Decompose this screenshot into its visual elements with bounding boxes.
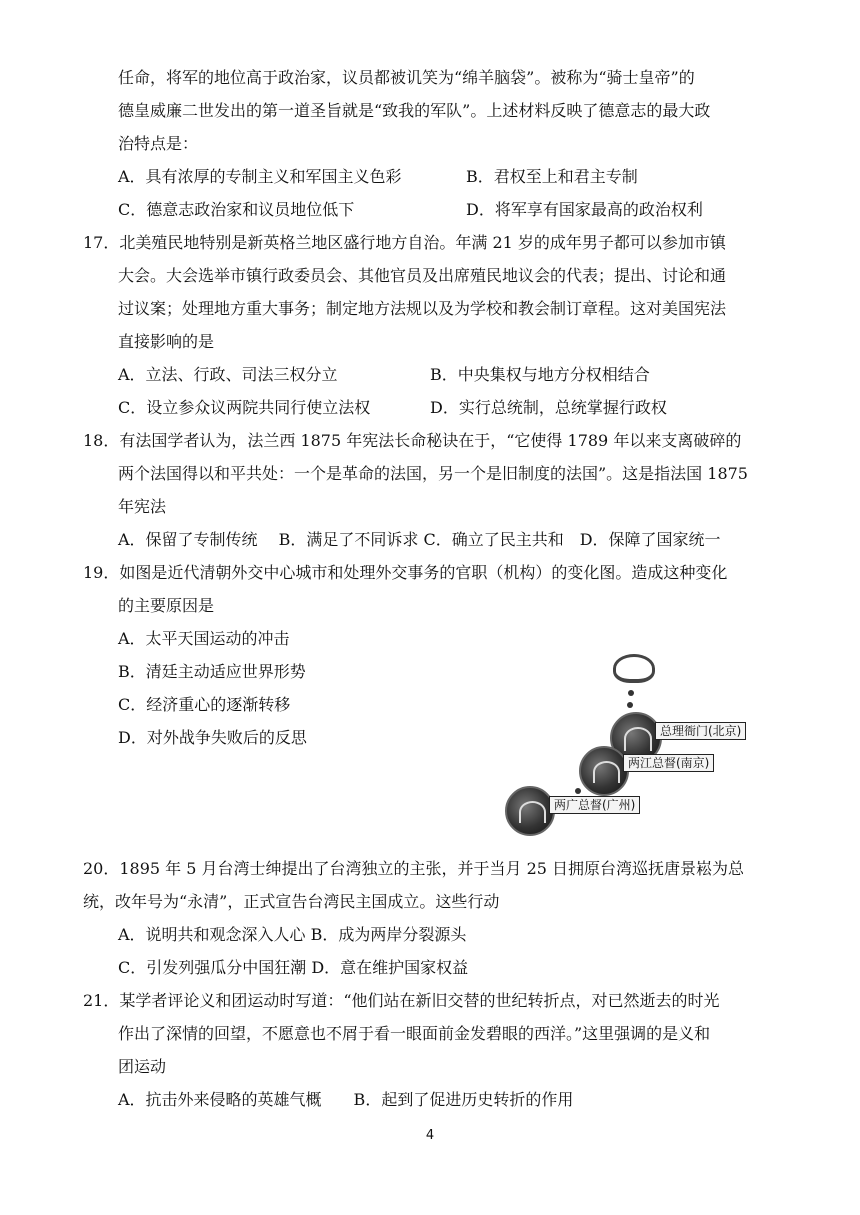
q17-option-a: A．立法、行政、司法三权分立: [118, 365, 338, 384]
label-zongli-yamen: 总理衙门(北京): [655, 722, 746, 740]
q18-stem-line-3: 年宪法: [118, 497, 167, 516]
q16-option-d: D．将军享有国家最高的政治权利: [466, 200, 703, 219]
q21-stem-line-1: 21．某学者评论义和团运动时写道：“他们站在新旧交替的世纪转折点，对已然逝去的时光: [83, 991, 720, 1010]
q17-stem-line-2: 大会。大会选举市镇行政委员会、其他官员及出席殖民地议会的代表；提出、讨论和通: [118, 266, 727, 285]
connector-dot: [628, 690, 634, 696]
q18-stem-line-2: 两个法国得以和平共处：一个是革命的法国，另一个是旧制度的法国”。这是指法国 1875: [118, 464, 748, 483]
q19-stem-line-2: 的主要原因是: [118, 596, 215, 615]
q17-option-b: B．中央集权与地方分权相结合: [430, 365, 650, 384]
q21-stem-line-2: 作出了深情的回望，不愿意也不屑于看一眼面前金发碧眼的西洋。”这里强调的是义和: [118, 1024, 711, 1043]
label-liangguang-governor: 两广总督(广州): [549, 796, 640, 814]
q19-stem-line-1: 19．如图是近代清朝外交中心城市和处理外交事务的官职（机构）的变化图。造成这种变化: [83, 563, 728, 582]
q16-option-c: C．德意志政治家和议员地位低下: [118, 200, 355, 219]
q20-options-cd: C．引发列强瓜分中国狂潮 D．意在维护国家权益: [118, 958, 469, 977]
q16-option-b: B．君权至上和君主专制: [466, 167, 638, 186]
q17-stem-line-3: 过议案；处理地方重大事务；制定地方法规以及为学校和教会制订章程。这对美国宪法: [118, 299, 727, 318]
q18-stem-line-1: 18．有法国学者认为，法兰西 1875 年宪法长命秘诀在于，“它使得 1789 年以来支离破碎的: [83, 431, 742, 450]
diplomacy-change-diagram: [495, 650, 785, 845]
building-icon: [579, 746, 629, 796]
page-number: 4: [425, 1128, 435, 1143]
q17-option-c: C．设立参众议两院共同行使立法权: [118, 398, 371, 417]
q20-options-ab: A．说明共和观念深入人心 B．成为两岸分裂源头: [118, 925, 467, 944]
q18-options: A．保留了专制传统 B．满足了不同诉求 C．确立了民主共和 D．保障了国家统一: [118, 530, 721, 549]
building-icon: [505, 786, 555, 836]
decorative-ornament-icon: [613, 654, 655, 683]
q21-options-ab: A．抗击外来侵略的英雄气概 B．起到了促进历史转折的作用: [118, 1090, 574, 1109]
connector-dot: [575, 788, 581, 794]
q19-option-d: D．对外战争失败后的反思: [118, 728, 307, 747]
q17-stem-line-4: 直接影响的是: [118, 332, 215, 351]
q17-stem-line-1: 17．北美殖民地特别是新英格兰地区盛行地方自治。年满 21 岁的成年男子都可以参加市镇: [83, 233, 726, 252]
q19-option-a: A．太平天国运动的冲击: [118, 629, 290, 648]
q20-stem-line-2: 统，改年号为“永清”，正式宣告台湾民主国成立。这些行动: [83, 892, 500, 911]
q19-option-b: B．清廷主动适应世界形势: [118, 662, 306, 681]
connector-dot: [627, 702, 633, 708]
q20-stem-line-1: 20．1895 年 5 月台湾士绅提出了台湾独立的主张，并于当月 25 日拥原台湾巡抚唐景崧为总: [83, 859, 745, 878]
q16-stem-line-1: 任命，将军的地位高于政治家，议员都被讥笑为“绵羊脑袋”。被称为“骑士皇帝”的: [118, 68, 695, 87]
q16-option-a: A．具有浓厚的专制主义和军国主义色彩: [118, 167, 402, 186]
q21-stem-line-3: 团运动: [118, 1057, 167, 1076]
q16-stem-line-2: 德皇威廉二世发出的第一道圣旨就是“致我的军队”。上述材料反映了德意志的最大政: [118, 101, 711, 120]
q16-stem-line-3: 治特点是：: [118, 134, 199, 153]
q19-option-c: C．经济重心的逐渐转移: [118, 695, 291, 714]
q17-option-d: D．实行总统制，总统掌握行政权: [430, 398, 667, 417]
label-liangjiang-governor: 两江总督(南京): [623, 754, 714, 772]
